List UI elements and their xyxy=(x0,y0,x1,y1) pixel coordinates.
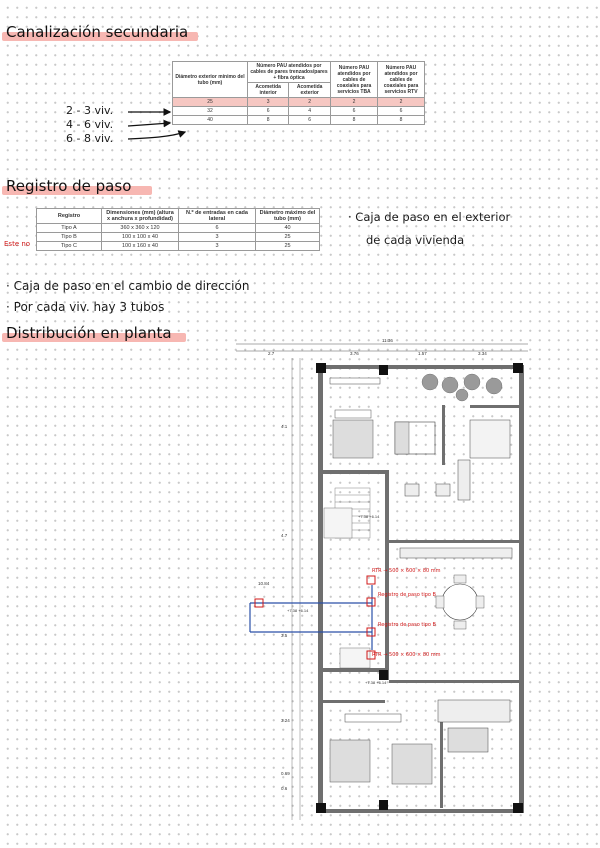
th-exterior: Acometida exterior xyxy=(289,83,331,98)
cell: 2 xyxy=(378,98,425,107)
cell: 3 xyxy=(179,233,256,242)
dim-left: 3.5 xyxy=(281,633,288,638)
cell: 40 xyxy=(173,116,248,125)
cell: 25 xyxy=(173,98,248,107)
th-pau-pairs: Número PAU atendidos por cables de pares trenzados/pares + fibra óptica xyxy=(248,62,331,83)
note-4-6-viv: 4 - 6 viv. xyxy=(66,118,114,131)
cell: 100 x 100 x 40 xyxy=(102,233,179,242)
dim-top: 2.7 xyxy=(268,351,275,356)
level-mark: +7.38 +6.14 xyxy=(358,514,380,519)
th-registro: Registro xyxy=(37,209,102,224)
cell: Tipo C xyxy=(37,242,102,251)
cell: 6 xyxy=(331,107,378,116)
note-2-3-viv: 2 - 3 viv. xyxy=(66,104,114,117)
bullet-caja-cambio: · Caja de paso en el cambio de dirección xyxy=(6,279,250,293)
th-dimensions: Dimensiones (mm) (altura x anchura x profundidad) xyxy=(102,209,179,224)
th-interior: Acometida interior xyxy=(248,83,289,98)
th-entries: N.º de entradas en cada lateral xyxy=(179,209,256,224)
th-max-diameter: Diámetro máximo del tubo (mm) xyxy=(256,209,320,224)
bullet-tubos: · Por cada viv. hay 3 tubos xyxy=(6,300,165,314)
dim-top: 3.34 xyxy=(478,351,487,356)
level-mark: +7.38 +6.14 xyxy=(365,680,387,685)
cell: 25 xyxy=(256,233,320,242)
registro-box xyxy=(367,598,375,606)
cell: 100 x 160 x 40 xyxy=(102,242,179,251)
th-coax-tba: Número PAU atendidos por cables de coaxiales para servicios TBA xyxy=(331,62,378,98)
cell: 6 xyxy=(179,224,256,233)
dim-left: 0.6 xyxy=(281,786,288,791)
annot-registro-2: Registro de paso tipo B xyxy=(378,622,436,628)
section-title-distribucion: Distribución en planta xyxy=(6,324,172,342)
cell: 8 xyxy=(248,116,289,125)
cell: 6 xyxy=(378,107,425,116)
level-mark: +7.38 +6.14 xyxy=(287,608,309,613)
cell: 6 xyxy=(289,116,331,125)
th-diameter: Diámetro exterior mínimo del tubo (mm) xyxy=(173,62,248,98)
dim-left: 3.24 xyxy=(281,718,290,723)
note-este-no: Este no xyxy=(4,240,31,248)
dim-total: 11.36 xyxy=(382,338,393,343)
annot-rtr-top: RTR → 500 × 600 × 80 mm xyxy=(372,568,441,574)
dim-top: 1.57 xyxy=(418,351,427,356)
cell: 3 xyxy=(248,98,289,107)
cell: 3 xyxy=(179,242,256,251)
dim-left: 4.7 xyxy=(281,533,288,538)
section-title-canalizacion: Canalización secundaria xyxy=(6,23,189,41)
cell: 360 x 360 x 120 xyxy=(102,224,179,233)
th-coax-rtv: Número PAU atendidos por cables de coaxiales para servicios RTV xyxy=(378,62,425,98)
cell: 25 xyxy=(256,242,320,251)
section-title-registro: Registro de paso xyxy=(6,177,132,195)
cell: Tipo B xyxy=(37,233,102,242)
note-caja-exterior-2: de cada vivienda xyxy=(366,233,465,247)
dim-top: 3.76 xyxy=(350,351,359,356)
cell: Tipo A xyxy=(37,224,102,233)
cell: 8 xyxy=(331,116,378,125)
cell: 32 xyxy=(173,107,248,116)
cell: 6 xyxy=(248,107,289,116)
dim-left: 10.84 xyxy=(258,581,270,586)
dim-left: 0.69 xyxy=(281,771,290,776)
annot-registro-1: Registro de paso tipo B xyxy=(378,592,436,598)
registro-box xyxy=(367,576,375,584)
dim-left: 4.1 xyxy=(281,424,288,429)
cell: 2 xyxy=(289,98,331,107)
annot-rtr-bottom: RTR → 500 × 600 × 80 mm xyxy=(372,652,441,658)
cell: 2 xyxy=(331,98,378,107)
note-caja-exterior-1: · Caja de paso en el exterior xyxy=(348,210,511,224)
note-6-8-viv: 6 - 8 viv. xyxy=(66,132,114,145)
cell: 4 xyxy=(289,107,331,116)
cell: 40 xyxy=(256,224,320,233)
cell: 8 xyxy=(378,116,425,125)
